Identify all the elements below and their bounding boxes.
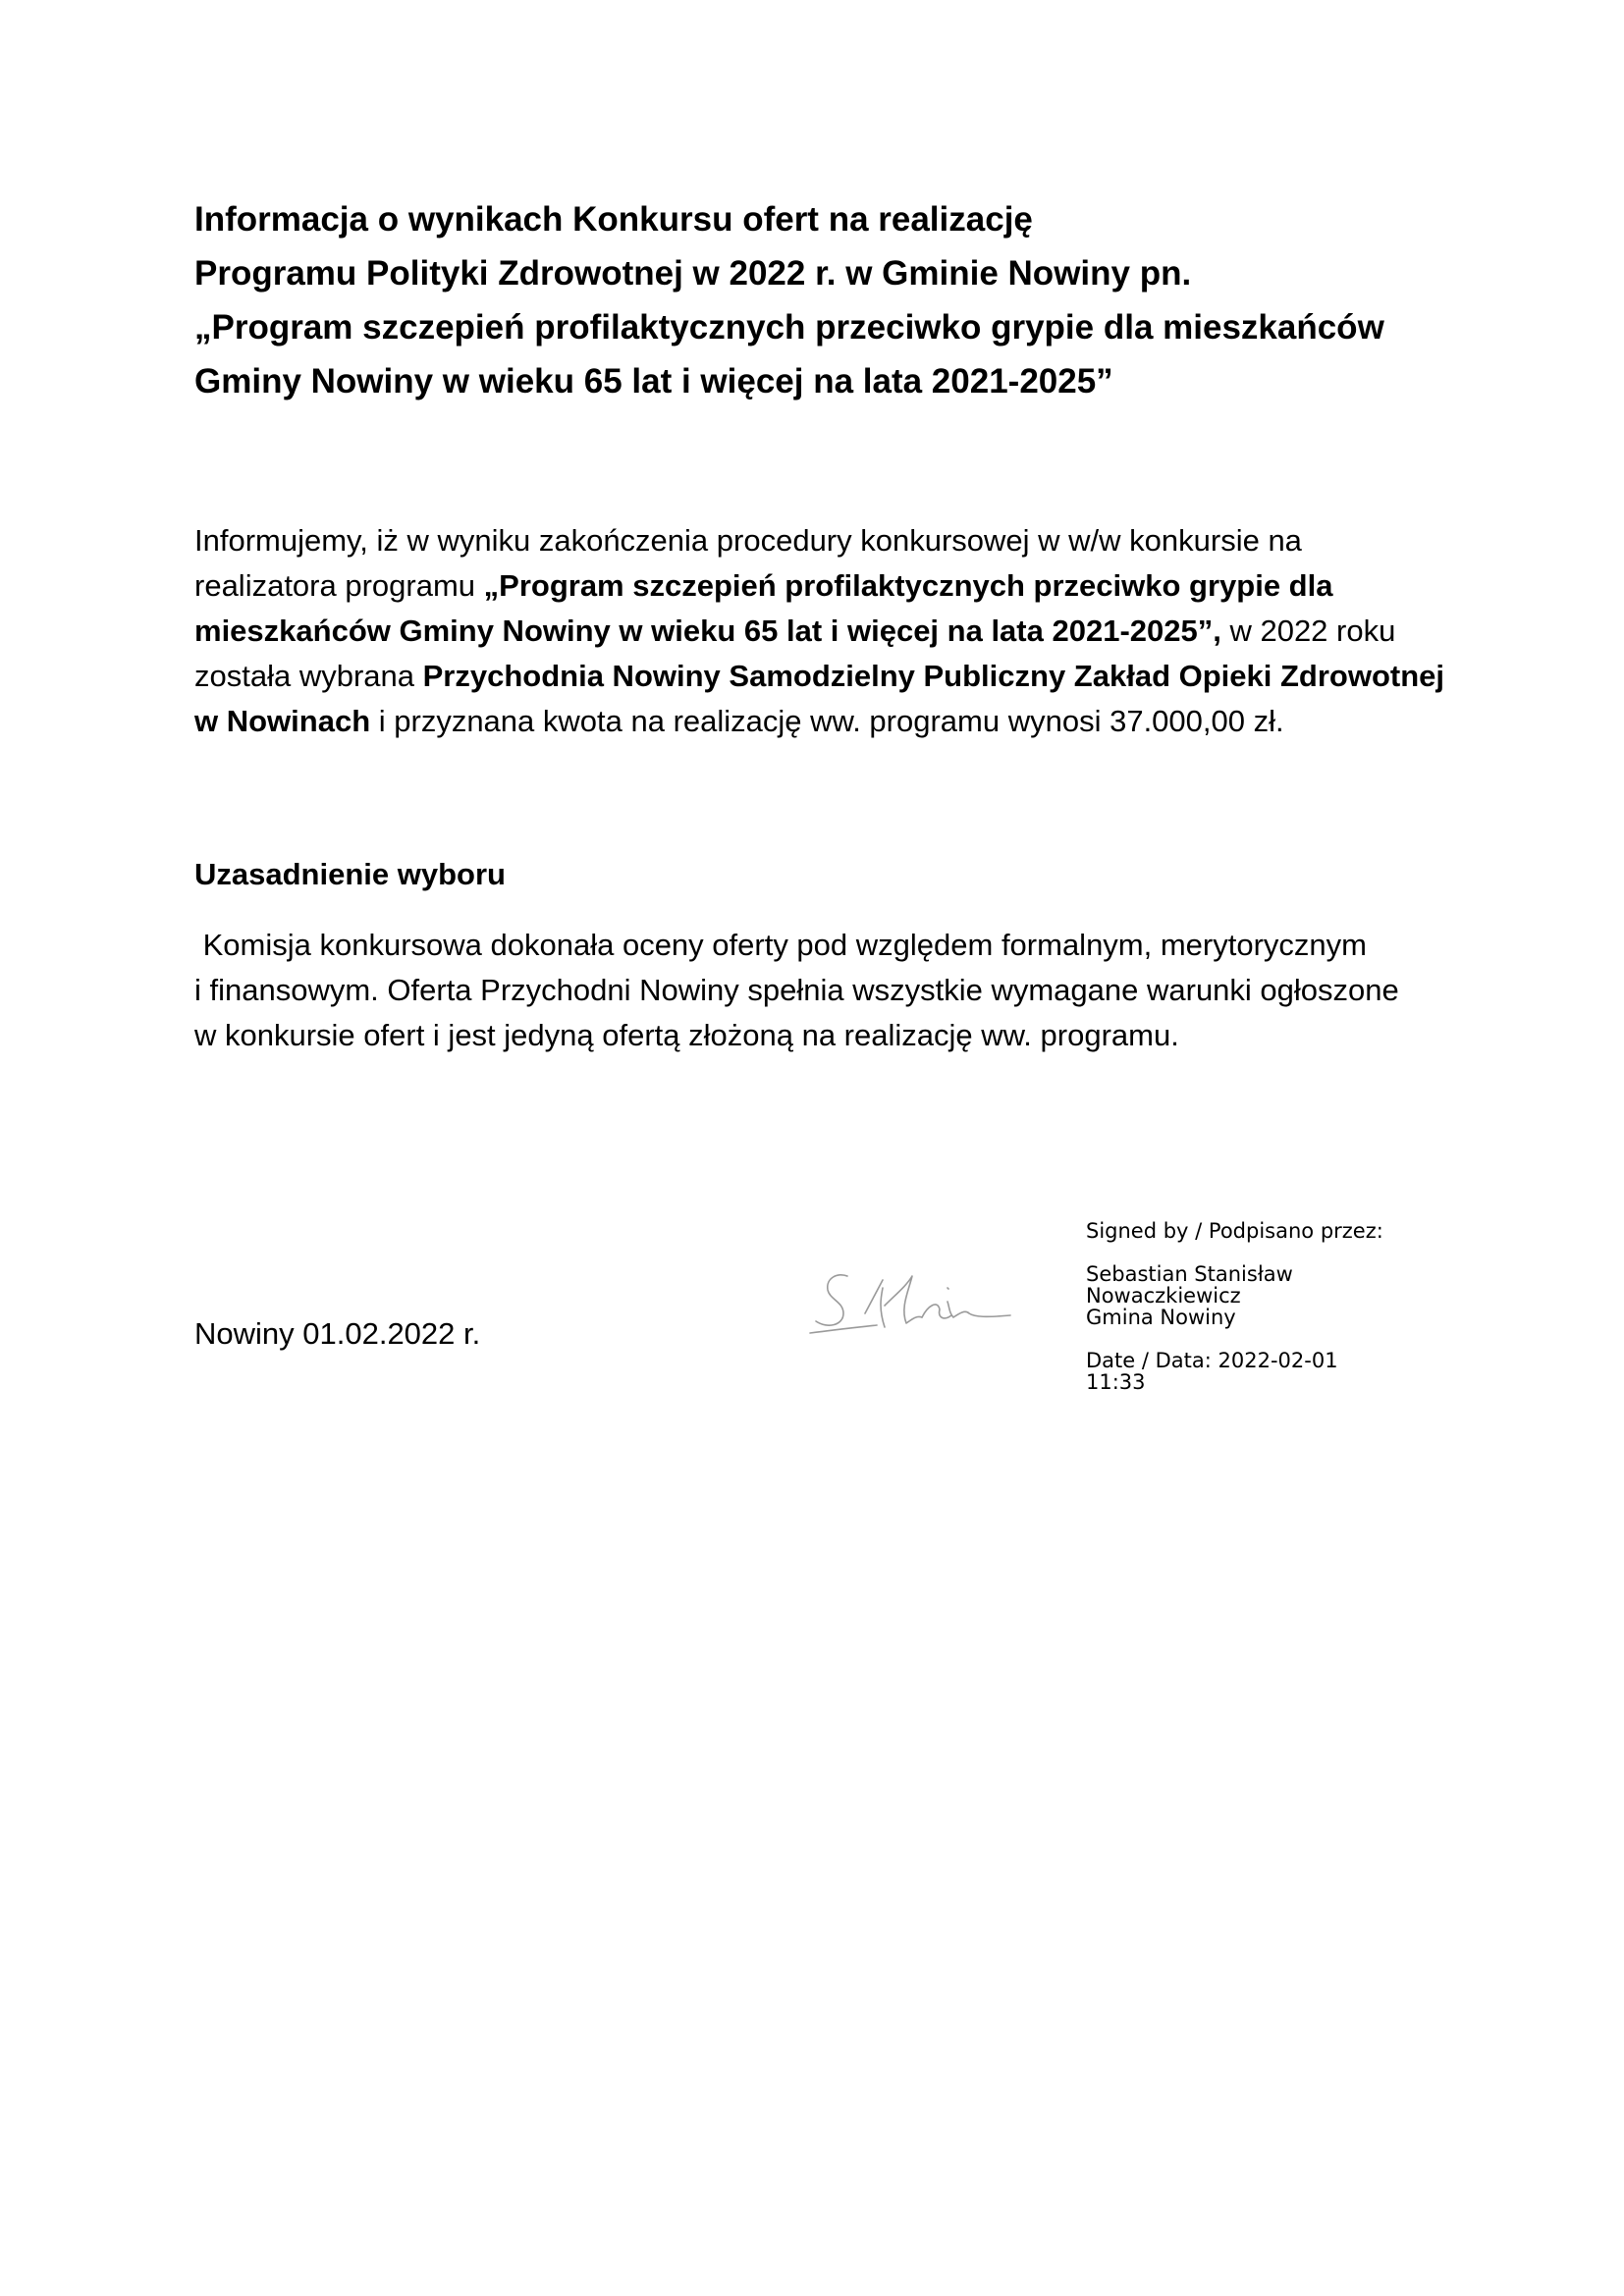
signer-name-line-2: Nowaczkiewicz: [1086, 1284, 1241, 1308]
signed-by-label: Signed by / Podpisano przez:: [1086, 1219, 1383, 1243]
intro-paragraph: [194, 518, 1445, 744]
intro-text-3: w 2022 roku: [1220, 614, 1396, 648]
justification-heading: Uzasadnienie wyboru: [194, 857, 506, 891]
justification-line-2: i finansowym. Oferta Przychodni Nowiny spełnia wszystkie wymagane warunki ogłoszone: [194, 973, 1399, 1007]
intro-text-4: została wybrana: [194, 659, 423, 693]
title-line-4: Gminy Nowiny w wieku 65 lat i więcej na lata 2021-2025”: [194, 362, 1113, 400]
program-name-part-1: „Program szczepień profilaktycznych przeciwko grypie dla: [483, 568, 1333, 603]
signature-spacer-2: [1086, 1328, 1410, 1350]
place-and-date: Nowiny 01.02.2022 r.: [194, 1316, 481, 1351]
selected-provider-part-1: Przychodnia Nowiny Samodzielny Publiczny Zakład Opieki Zdrowotnej: [422, 659, 1445, 693]
intro-text-2: realizatora programu: [194, 568, 484, 603]
justification-paragraph: [194, 923, 1432, 1058]
title-line-1: Informacja o wynikach Konkursu ofert na realizację: [194, 200, 1033, 239]
document-title: [194, 192, 1471, 408]
signer-name-line-1: Sebastian Stanisław: [1086, 1262, 1293, 1286]
intro-line-1: [194, 518, 1432, 563]
justification-line-3: w konkursie ofert i jest jedyną ofertą złożoną na realizację ww. programu.: [194, 1018, 1179, 1052]
signer-organization: Gmina Nowiny: [1086, 1306, 1236, 1329]
intro-text-1: Informujemy, iż w wyniku zakończenia procedury konkursowej w w/w konkursie na: [194, 523, 1302, 558]
title-line-2: Programu Polityki Zdrowotnej w 2022 r. w Gminie Nowiny pn.: [194, 254, 1192, 293]
signature-spacer: [1086, 1242, 1410, 1263]
digital-signature-block: [1086, 1220, 1410, 1393]
intro-line-4: [194, 654, 1445, 699]
signature-date-line-2: 11:33: [1086, 1370, 1146, 1394]
intro-line-2: [194, 563, 1432, 609]
title-line-3: „Program szczepień profilaktycznych przeciwko grypie dla mieszkańców: [194, 308, 1384, 347]
selected-provider-part-2: w Nowinach: [194, 704, 371, 738]
intro-line-5: [194, 699, 1432, 744]
intro-line-3: [194, 609, 1432, 654]
signature-date-line-1: Date / Data: 2022-02-01: [1086, 1349, 1338, 1372]
awarded-amount-text: i przyznana kwota na realizację ww. programu wynosi 37.000,00 zł.: [370, 704, 1284, 738]
handwritten-signature-image: [800, 1258, 1046, 1347]
justification-line-1: Komisja konkursowa dokonała oceny oferty pod względem formalnym, merytorycznym: [194, 928, 1367, 962]
program-name-part-2: mieszkańców Gminy Nowiny w wieku 65 lat i więcej na lata 2021-2025”,: [194, 614, 1221, 648]
